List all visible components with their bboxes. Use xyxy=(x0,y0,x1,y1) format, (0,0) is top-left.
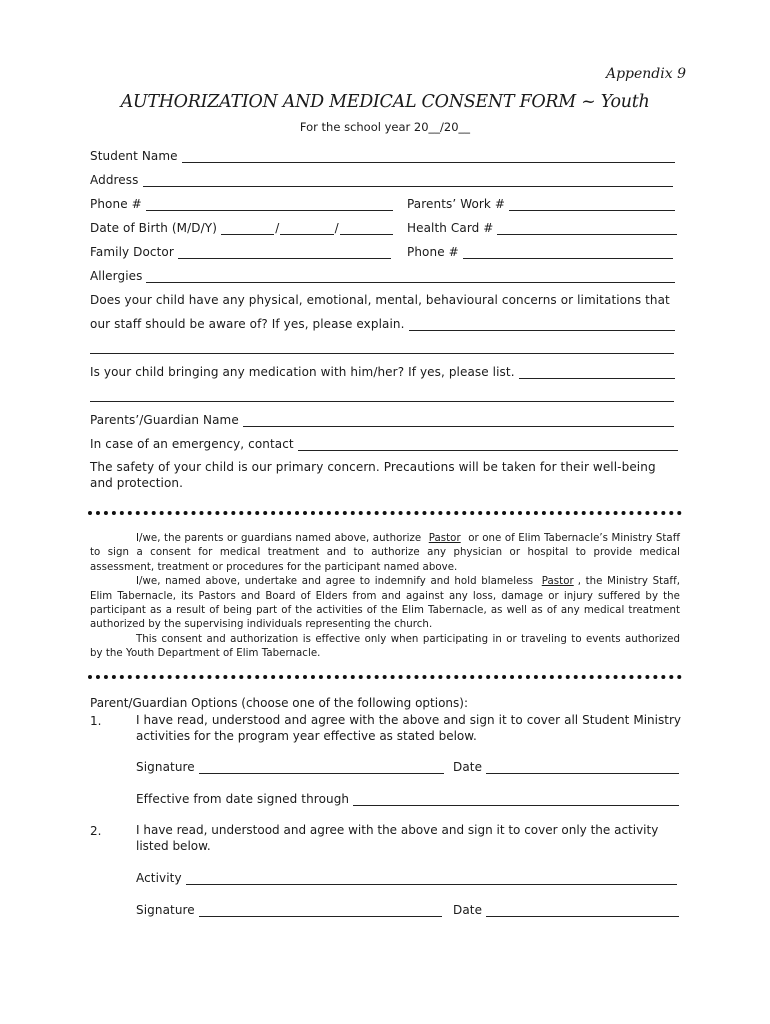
medication-field[interactable] xyxy=(90,365,675,379)
family-doctor-label: Family Doctor xyxy=(90,245,174,259)
dob-separator: / xyxy=(334,221,339,235)
safety-statement: The safety of your child is our primary concern. Precautions will be taken for their well-being and protection. xyxy=(90,460,656,490)
form-title: AUTHORIZATION AND MEDICAL CONSENT FORM ~ Youth xyxy=(120,92,650,112)
option-1-date-field[interactable] xyxy=(453,760,679,774)
option-2-text: I have read, understood and agree with the above and sign it to cover only the activity listed below. xyxy=(136,823,659,853)
family-doctor-blank[interactable] xyxy=(178,247,391,259)
family-doctor-field[interactable] xyxy=(90,245,391,259)
consent-text xyxy=(90,532,680,662)
school-year-line: For the school year 20__/20__ xyxy=(299,120,471,134)
doctor-phone-field[interactable] xyxy=(407,245,673,259)
appendix-label: Appendix 9 xyxy=(605,66,686,82)
dob-label: Date of Birth (M/D/Y) xyxy=(90,221,217,235)
guardian-name-field[interactable] xyxy=(90,413,674,427)
effective-through-blank[interactable] xyxy=(353,794,679,806)
concerns-question-line1: Does your child have any physical, emotional, mental, behavioural concerns or limitations that xyxy=(90,293,670,307)
option-2-signature-field[interactable] xyxy=(136,903,442,917)
phone-field[interactable] xyxy=(90,197,393,211)
option-2-date-field[interactable] xyxy=(453,903,679,917)
address-label: Address xyxy=(90,173,139,187)
authorized-person-2: Pastor xyxy=(541,576,574,588)
concerns-field[interactable] xyxy=(90,317,675,331)
health-card-field[interactable] xyxy=(407,221,677,235)
guardian-name-blank[interactable] xyxy=(243,415,674,427)
medication-question: Is your child bringing any medication with him/her? If yes, please list. xyxy=(90,365,515,379)
effective-through-field[interactable] xyxy=(136,792,679,806)
consent-paragraph-2: I/we, named above, undertake and agree to indemnify and hold blameless Pastor , the Ministry Staff, Elim Tabernacle, its Pastors and Board of Elders from and against any loss, damage or injury suffered by the participant as a result of being part of the activities of the Elim Tabernacle, as well as of any medical treatment authorized by the supervising individuals representing the church. xyxy=(90,576,680,631)
dob-year-blank[interactable] xyxy=(340,223,393,235)
student-name-label: Student Name xyxy=(90,149,178,163)
concerns-blank[interactable] xyxy=(409,319,675,331)
option-2-signature-blank[interactable] xyxy=(199,905,442,917)
parents-work-blank[interactable] xyxy=(509,199,675,211)
doctor-phone-blank[interactable] xyxy=(463,247,673,259)
option-1-date-blank[interactable] xyxy=(486,762,679,774)
consent-paragraph-1: I/we, the parents or guardians named above, authorize Pastor or one of Elim Tabernacle’s Ministry Staff to sign a consent for medical treatment and to authorize any physician or hospital to provide medical assessment, treatment or procedures for the participant named above. xyxy=(90,533,680,573)
allergies-label: Allergies xyxy=(90,269,143,283)
concerns-question-line2: our staff should be aware of? If yes, please explain. xyxy=(90,317,405,331)
emergency-contact-field[interactable] xyxy=(90,437,678,451)
dob-field[interactable] xyxy=(90,221,393,235)
signature-label: Signature xyxy=(136,760,195,774)
student-name-blank[interactable] xyxy=(182,151,675,163)
parents-work-field[interactable] xyxy=(407,197,675,211)
activity-blank[interactable] xyxy=(186,873,677,885)
option-1-signature-blank[interactable] xyxy=(199,762,444,774)
signature-label: Signature xyxy=(136,903,195,917)
address-field[interactable] xyxy=(90,173,673,187)
section-divider-top xyxy=(88,511,682,515)
emergency-contact-blank[interactable] xyxy=(298,439,678,451)
doctor-phone-label: Phone # xyxy=(407,245,459,259)
phone-label: Phone # xyxy=(90,197,142,211)
dob-day-blank[interactable] xyxy=(280,223,333,235)
consent-paragraph-3: This consent and authorization is effective only when participating in or traveling to events authorized by the Youth Department of Elim Tabernacle. xyxy=(90,633,680,660)
option-2-number: 2. xyxy=(90,824,102,838)
effective-through-label: Effective from date signed through xyxy=(136,792,350,806)
emergency-contact-label: In case of an emergency, contact xyxy=(90,437,294,451)
parents-work-label: Parents’ Work # xyxy=(407,197,506,211)
medication-extra-blank[interactable] xyxy=(90,400,674,402)
health-card-label: Health Card # xyxy=(407,221,494,235)
option-1-signature-field[interactable] xyxy=(136,760,444,774)
date-label: Date xyxy=(453,903,483,917)
section-divider-bottom xyxy=(88,675,682,679)
concerns-extra-blank[interactable] xyxy=(90,352,674,354)
student-name-field[interactable] xyxy=(90,149,675,163)
activity-label: Activity xyxy=(136,871,182,885)
option-1-text: I have read, understood and agree with the above and sign it to cover all Student Ministry activities for the program year effective as stated below. xyxy=(136,713,681,743)
dob-separator: / xyxy=(275,221,280,235)
option-2-date-blank[interactable] xyxy=(486,905,679,917)
allergies-blank[interactable] xyxy=(146,271,675,283)
guardian-name-label: Parents’/Guardian Name xyxy=(90,413,239,427)
options-heading: Parent/Guardian Options (choose one of the following options): xyxy=(90,696,469,710)
address-blank[interactable] xyxy=(143,175,674,187)
date-label: Date xyxy=(453,760,483,774)
activity-field[interactable] xyxy=(136,871,677,885)
health-card-blank[interactable] xyxy=(497,223,677,235)
phone-blank[interactable] xyxy=(146,199,393,211)
allergies-field[interactable] xyxy=(90,269,675,283)
authorized-person-1: Pastor xyxy=(428,533,461,544)
medication-blank[interactable] xyxy=(519,367,675,379)
dob-month-blank[interactable] xyxy=(221,223,274,235)
option-1-number: 1. xyxy=(90,714,102,728)
